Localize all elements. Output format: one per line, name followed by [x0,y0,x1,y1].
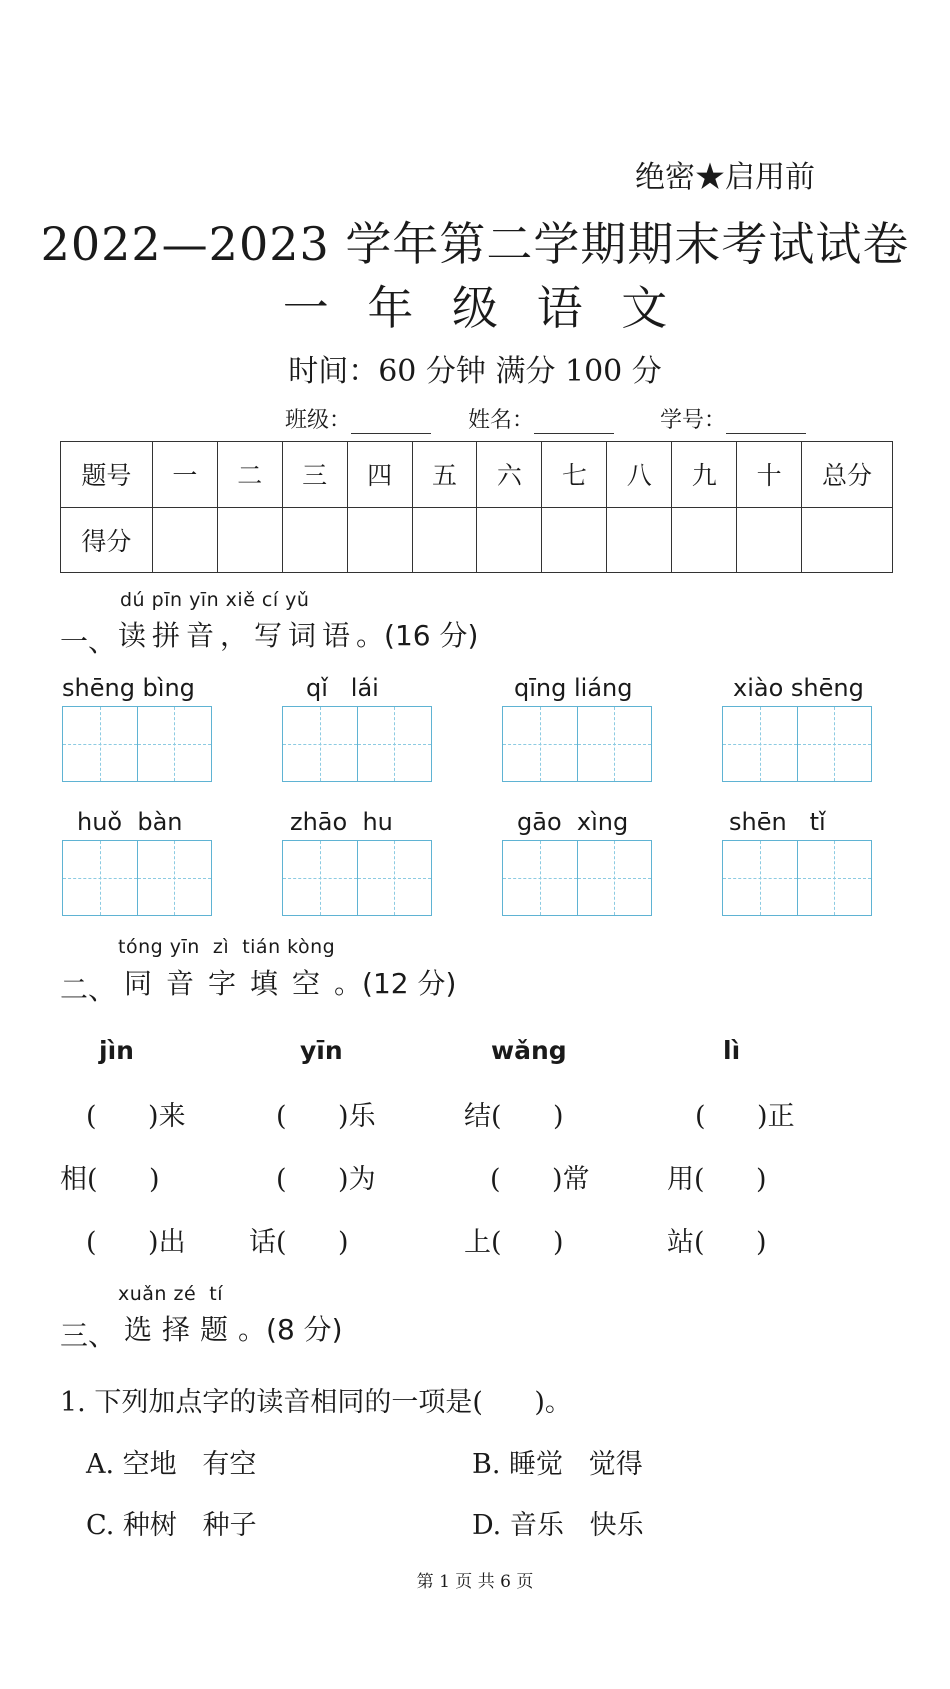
section3-title [124,1308,343,1348]
fill-blank[interactable]: 用( ) [667,1164,767,1195]
writing-grid[interactable] [722,706,872,782]
grid-cell[interactable] [358,840,433,916]
grid-cell[interactable] [502,840,578,916]
subtitle-char: 语 [536,281,583,335]
section2-title [124,962,456,1002]
exam-title: 2022—2023 学年第二学期期末考试试卷 [40,217,910,271]
score-cell[interactable] [802,507,893,573]
option-c[interactable]: C. 种树 种子 [86,1510,257,1541]
time-info: 时间：60 分钟 满分 100 分 [288,354,662,389]
section3-number: 三、 [60,1319,117,1352]
writing-grid[interactable] [62,706,212,782]
class-field[interactable] [285,403,431,434]
homophone-pinyin: yīn [300,1036,343,1065]
page-footer: 第 1 页 共 6 页 [416,1572,534,1592]
score-cell[interactable] [542,507,607,573]
subtitle-char: 一 [282,281,329,335]
grid-cell[interactable] [578,840,653,916]
section2-number: 二、 [60,973,117,1006]
table-header-cell: 总分 [802,442,893,508]
fill-blank[interactable]: 话( ) [249,1227,349,1258]
table-header-cell: 三 [282,442,347,508]
subtitle-char: 级 [452,281,498,335]
grid-cell[interactable] [138,706,213,782]
table-header-cell: 二 [217,442,282,508]
grid-cell[interactable] [62,706,138,782]
fill-blank[interactable]: 相( ) [60,1164,160,1195]
confidential-label: 绝密★启用前 [635,160,815,195]
section1-title-text: 读拼音，写词语 [118,619,357,652]
section1-title [118,614,478,654]
score-row-label: 得分 [61,507,153,573]
score-cell[interactable] [477,507,542,573]
homophone-pinyin: lì [723,1036,741,1065]
fill-blank[interactable]: 站( ) [667,1227,767,1258]
id-label: 学号： [660,408,727,433]
subtitle-char: 文 [621,281,668,335]
section1-pinyin: dú pīn yīn xiě cí yǔ [120,589,310,611]
table-header-cell: 六 [477,442,542,508]
option-b[interactable]: B. 睡觉 觉得 [472,1449,643,1480]
writing-grid[interactable] [282,840,432,916]
fill-blank[interactable]: 结( ) [464,1101,564,1132]
section1-number: 一、 [60,625,117,658]
table-header-cell: 十 [737,442,802,508]
fill-blank[interactable]: ( )为 [276,1164,376,1195]
writing-grid[interactable] [282,706,432,782]
table-header-cell: 一 [152,442,217,508]
score-cell[interactable] [672,507,737,573]
exam-subtitle [0,272,950,338]
fill-blank[interactable]: ( )来 [86,1101,186,1132]
writing-grid[interactable] [62,840,212,916]
table-header-cell: 四 [347,442,412,508]
grid-cell[interactable] [798,706,873,782]
grid-cell[interactable] [138,840,213,916]
name-blank[interactable] [534,413,614,434]
writing-grid[interactable] [722,840,872,916]
table-header-cell: 九 [672,442,737,508]
option-a[interactable]: A. 空地 有空 [86,1449,257,1480]
writing-grid[interactable] [502,840,652,916]
section2-points: 。(12 分) [334,967,457,1000]
writing-grid[interactable] [502,706,652,782]
table-header-cell: 七 [542,442,607,508]
name-label: 姓名： [468,408,535,433]
fill-blank[interactable]: ( )正 [695,1101,795,1132]
pinyin-word: shēng bìng [62,674,195,702]
subtitle-char: 年 [367,281,414,335]
pinyin-word: zhāo hu [290,808,393,836]
table-header-cell: 八 [607,442,672,508]
section2-pinyin: tóng yīn zì tián kòng [118,936,336,958]
score-cell[interactable] [282,507,347,573]
fill-blank[interactable]: ( )乐 [276,1101,376,1132]
fill-blank[interactable]: ( )常 [490,1164,590,1195]
pinyin-word: qīng liáng [514,674,633,702]
fill-blank[interactable]: 上( ) [464,1227,564,1258]
grid-cell[interactable] [282,706,358,782]
homophone-pinyin: wǎng [491,1036,567,1065]
pinyin-word: qǐ lái [306,674,379,702]
class-label: 班级： [285,408,352,433]
section2-title-text: 同音字填空 [124,967,335,1000]
score-cell[interactable] [347,507,412,573]
table-header-cell: 题号 [61,442,153,508]
grid-cell[interactable] [358,706,433,782]
grid-cell[interactable] [722,706,798,782]
option-d[interactable]: D. 音乐 快乐 [472,1510,644,1541]
grid-cell[interactable] [62,840,138,916]
id-field[interactable] [660,403,806,434]
name-field[interactable] [468,403,614,434]
section3-points: 。(8 分) [238,1313,343,1346]
score-cell[interactable] [737,507,802,573]
grid-cell[interactable] [722,840,798,916]
fill-blank[interactable]: ( )出 [86,1227,186,1258]
score-cell[interactable] [152,507,217,573]
score-cell[interactable] [412,507,477,573]
grid-cell[interactable] [798,840,873,916]
score-table [60,441,893,573]
score-cell[interactable] [607,507,672,573]
section3-pinyin: xuǎn zé tí [118,1283,223,1305]
section1-points: 。(16 分) [356,619,479,652]
section3-title-text: 选择题 [124,1313,239,1346]
id-blank[interactable] [726,413,806,434]
homophone-pinyin: jìn [99,1036,134,1065]
table-header-cell: 五 [412,442,477,508]
table-row [61,507,893,573]
question-1: 1. 下列加点字的读音相同的一项是( )。 [60,1387,572,1418]
pinyin-word: huǒ bàn [77,808,183,836]
grid-cell[interactable] [502,706,578,782]
grid-cell[interactable] [282,840,358,916]
pinyin-word: xiào shēng [733,674,864,702]
pinyin-word: shēn tǐ [729,808,826,836]
grid-cell[interactable] [578,706,653,782]
class-blank[interactable] [351,413,431,434]
score-cell[interactable] [217,507,282,573]
table-row [61,442,893,508]
pinyin-word: gāo xìng [517,808,629,836]
